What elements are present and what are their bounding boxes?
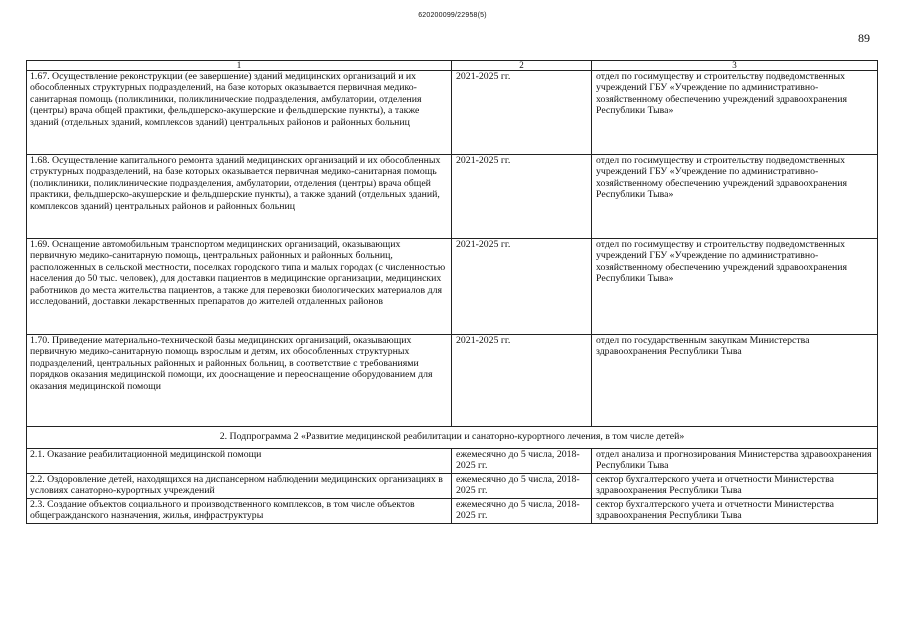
responsible-cell: отдел по госимуществу и строительству подведомственных учреждений ГБУ «Учреждение по административно-хозяйственному обеспечению учреждений здравоохранения Республики Тыва» <box>592 155 878 239</box>
measures-table <box>26 60 878 524</box>
document-id: 620200099/22958(5) <box>418 12 487 19</box>
responsible-cell: отдел по госимуществу и строительству подведомственных учреждений ГБУ «Учреждение по административно-хозяйственному обеспечению учреждений здравоохранения Республики Тыва» <box>592 239 878 335</box>
measure-cell: 1.68. Осуществление капитального ремонта зданий медицинских организаций и их обособленных структурных подразделений, на базе которых оказывается первичная медико-санитарная помощь (поликлиники, поликлинические подразделения, амбулатории, отделения (центры) врача общей практики, фельдшерско-акушерские и фельдшерские пункты), а также зданий (отдельных зданий, комплексов зданий) центральных районов и районных больниц <box>27 155 452 239</box>
responsible-cell: сектор бухгалтерского учета и отчетности Министерства здравоохранения Республики Тыва <box>592 499 878 524</box>
measure-cell: 2.1. Оказание реабилитационной медицинской помощи <box>27 449 452 474</box>
responsible-cell: отдел анализа и прогнозирования Министерства здравоохранения Республики Тыва <box>592 449 878 474</box>
column-header-row <box>27 61 878 71</box>
responsible-cell: отдел по государственным закупкам Министерства здравоохранения Республики Тыва <box>592 335 878 427</box>
measure-cell: 1.69. Оснащение автомобильным транспортом медицинских организаций, оказывающих первичную медико-санитарную помощь, центральных районных и районных больниц, расположенных в сельской местности, поселках городского типа и малых городах (с численностью населения до 50 тыс. человек), для доставки пациентов в медицинские организации, медицинских работников до места жительства пациентов, а также для перевозки биологических материалов для исследований, доставки лекарственных препаратов до жителей отдаленных районов <box>27 239 452 335</box>
period-cell: 2021-2025 гг. <box>452 155 592 239</box>
period-cell: 2021-2025 гг. <box>452 335 592 427</box>
responsible-cell: отдел по госимуществу и строительству подведомственных учреждений ГБУ «Учреждение по административно-хозяйственному обеспечению учреждений здравоохранения Республики Тыва» <box>592 71 878 155</box>
measure-cell: 1.67. Осуществление реконструкции (ее завершение) зданий медицинских организаций и их обособленных структурных подразделений, на базе которых оказывается первичная медико-санитарная помощь (поликлиники, поликлинические подразделения, амбулатории, отделения (центры) врача общей практики, фельдшерско-акушерские и фельдшерские пункты), а также зданий (отдельных зданий, комплексов зданий) центральных районов и районных больниц <box>27 71 452 155</box>
table-row <box>27 71 878 155</box>
table-row <box>27 335 878 427</box>
subprogram-title: 2. Подпрограмма 2 «Развитие медицинской реабилитации и санаторно-курортного лечения, в том числе детей» <box>27 427 878 449</box>
column-header-2: 2 <box>452 61 592 71</box>
table-row <box>27 155 878 239</box>
column-header-1: 1 <box>27 61 452 71</box>
column-header-3: 3 <box>592 61 878 71</box>
period-cell: 2021-2025 гг. <box>452 71 592 155</box>
measure-cell: 1.70. Приведение материально-технической базы медицинских организаций, оказывающих первичную медико-санитарную помощь взрослым и детям, их обособленных структурных подразделений, центральных районных и районных больниц, в соответствие с требованиями порядков оказания медицинской помощи, их дооснащение и переоснащение оборудованием для оказания медицинской помощи <box>27 335 452 427</box>
page-number: 89 <box>858 31 870 45</box>
table-row <box>27 499 878 524</box>
period-cell: 2021-2025 гг. <box>452 239 592 335</box>
measure-cell: 2.3. Создание объектов социального и производственного комплексов, в том числе объектов общегражданского назначения, жилья, инфраструктуры <box>27 499 452 524</box>
period-cell: ежемесячно до 5 числа, 2018-2025 гг. <box>452 474 592 499</box>
table-row <box>27 449 878 474</box>
period-cell: ежемесячно до 5 числа, 2018-2025 гг. <box>452 499 592 524</box>
responsible-cell: сектор бухгалтерского учета и отчетности Министерства здравоохранения Республики Тыва <box>592 474 878 499</box>
period-cell: ежемесячно до 5 числа, 2018-2025 гг. <box>452 449 592 474</box>
table-row <box>27 474 878 499</box>
section-row <box>27 427 878 449</box>
table-row <box>27 239 878 335</box>
measure-cell: 2.2. Оздоровление детей, находящихся на диспансерном наблюдении медицинских организациях в условиях санаторно-курортных учреждений <box>27 474 452 499</box>
